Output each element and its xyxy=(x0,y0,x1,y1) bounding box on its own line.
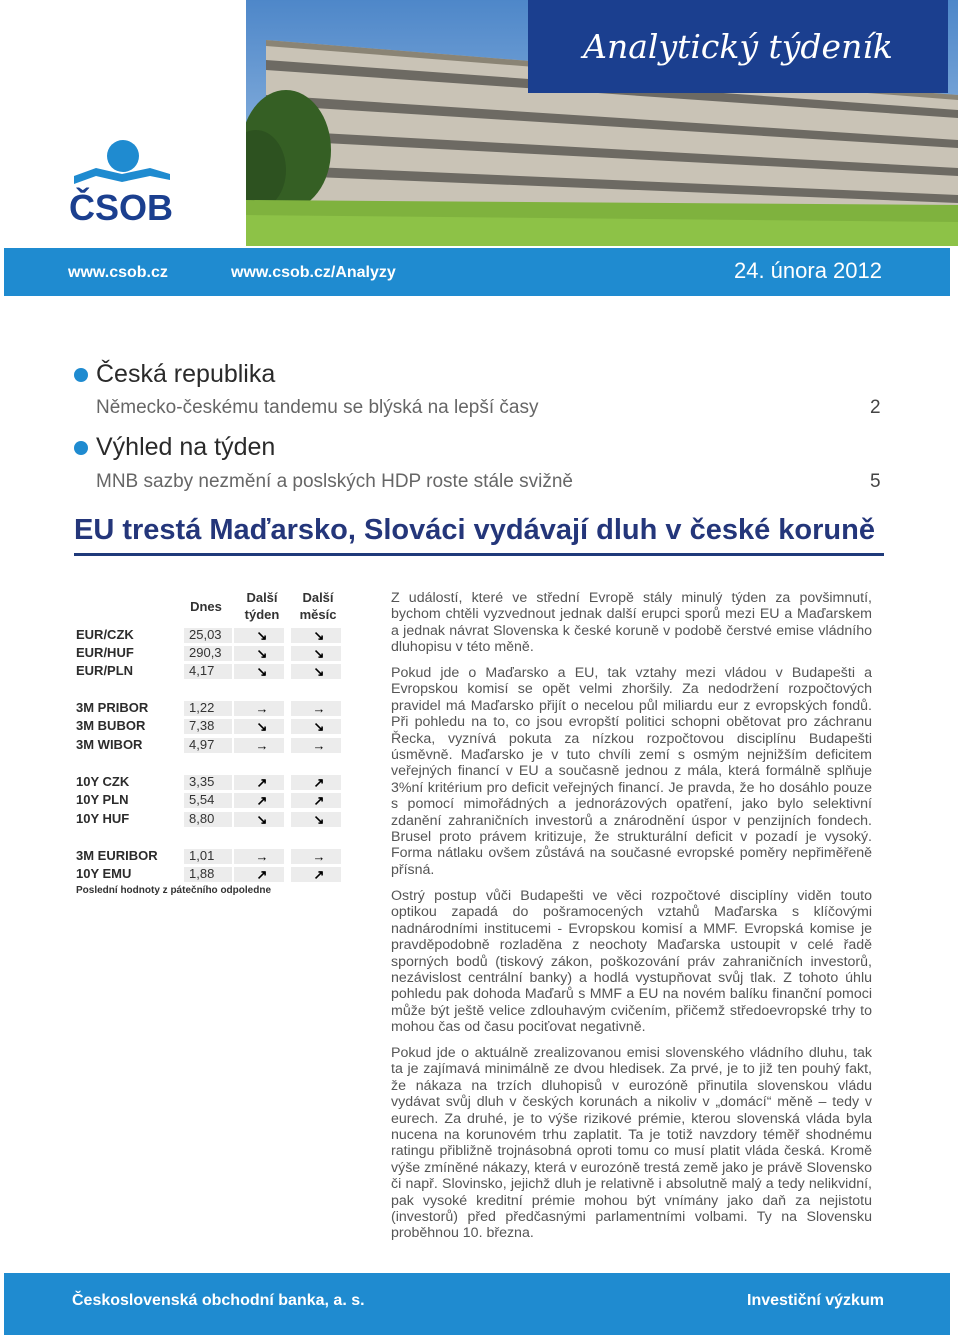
arrow-right-icon: → xyxy=(312,849,326,864)
arrow-down-right-icon: ↘ xyxy=(256,719,268,734)
table-row-label: 3M PRIBOR xyxy=(76,700,149,715)
bullet-icon xyxy=(74,441,88,455)
paragraph-4: Pokud jde o aktuálně zrealizovanou emisi slovenského vládního dluhu, tak ta je zajímavá minimálně ze dvou hledisek. Za prvé, je to již ten pouhý fakt, že nákaza na trzích dluhopisů v eurozóně přinutila slovenskou vládu vydávat svůj dluh v českých korunách a nikoliv v „domácí“ měně – tedy v eurech. Za druhé, je to výše rizikové prémie, kterou slovenská vláda byla nucena na korunovém trhu zaplatit. Ta je totiž navzdory téměř shodnému ratingu přibližně trojnásobná oproti tomu co musí platit vláda česká. Kromě výše zmíněné nákazy, která v eurozóně trestá země jako je právě Slovensko či např. Slovinsko, jejichž dluh je relativně i absolutně malý a tedy nelikvidní, pak vysoké kreditní prémie mohou být vnímány jako daň za nejistotu (investorů) před předčasnými parlamentními volbami. Ty na Slovensku proběhnou 10. března. xyxy=(391,1045,872,1242)
table-row-label: 3M BUBOR xyxy=(76,718,146,733)
table-row-label: EUR/PLN xyxy=(76,663,134,678)
csob-logo[interactable] xyxy=(66,138,176,224)
col-header-week: Další týden xyxy=(244,590,280,622)
toc-heading-1[interactable]: Česká republika xyxy=(96,360,276,388)
table-row-value: 1,22 xyxy=(189,700,215,715)
arrow-up-right-icon: ↗ xyxy=(313,793,325,808)
table-row-label: EUR/CZK xyxy=(76,627,134,642)
arrow-right-icon: → xyxy=(255,849,269,864)
toc-page-1: 2 xyxy=(870,397,881,418)
arrow-down-right-icon: ↘ xyxy=(313,812,325,827)
toc-subtitle-2[interactable]: MNB sazby nezmění a poslských HDP roste stále svižně xyxy=(96,471,573,492)
table-row-label: EUR/HUF xyxy=(76,645,134,660)
arrow-up-right-icon: ↗ xyxy=(256,793,268,808)
table-row-label: 3M EURIBOR xyxy=(76,848,158,863)
main-headline: EU trestá Maďarsko, Slováci vydávají dluh v české koruně xyxy=(74,514,875,546)
table-row-value: 1,88 xyxy=(189,866,215,881)
arrow-down-right-icon: ↘ xyxy=(313,664,325,679)
arrow-down-right-icon: ↘ xyxy=(256,646,268,661)
toc-heading-2[interactable]: Výhled na týden xyxy=(96,433,276,461)
paragraph-1: Z událostí, které ve střední Evropě stály minulý týden za povšimnutí, bychom chtěli vyzvednout jednak další erupci sporů mezi EU a Maďarskem a jednak návrat Slovenska k české koruně v podobě čerstvé emise vládního dluhopisu v této měně. xyxy=(391,590,872,656)
col-header-month: Další měsíc xyxy=(299,590,337,622)
arrow-up-right-icon: ↗ xyxy=(313,867,325,882)
arrow-down-right-icon: ↘ xyxy=(313,719,325,734)
toc-subtitle-1[interactable]: Německo-českému tandemu se blýská na lepší časy xyxy=(96,397,539,418)
table-row-value: 290,3 xyxy=(189,645,222,660)
link-analyzy[interactable]: www.csob.cz/Analyzy xyxy=(231,264,396,281)
publication-title: Analytický týdeník xyxy=(528,0,948,93)
table-row-value: 4,17 xyxy=(189,663,215,678)
paragraph-3: Ostrý postup vůči Budapešti ve věci rozpočtové disciplíny viděn touto optikou zapadá do pošramocených vztahů Maďarska s klíčovými nadnárodními institucemi - Evropskou komisí a MMF. Evropská komise je pravděpodobně rozladěna z neochoty Maďarska ustoupit v celé řadě sporných bodů (tiskový zákon, poškozování práv zahraničních investorů, nezávislost centrální banky) a hodlá vystupňovat svůj tlak. Z tohoto úhlu pohledu pak dohoda Maďarů s MMF a EU na novém balíku finanční pomoci může být ještě velice zdlouhavým cvičením, přičemž středoevropské trhy to mohou čas od času pociťovat negativně. xyxy=(391,888,872,1036)
arrow-down-right-icon: ↘ xyxy=(313,646,325,661)
table-row-label: 3M WIBOR xyxy=(76,737,143,752)
arrow-down-right-icon: ↘ xyxy=(256,664,268,679)
issue-date: 24. února 2012 xyxy=(733,258,882,283)
paragraph-2: Pokud jde o Maďarsko a EU, tak vztahy mezi vládou v Budapešti a Evropskou komisí se opět velmi zhoršily. Za nedodržení rozpočtových pravidel má Maďarsko přijít o necelou půl miliardu eur z evropských fondů. Při pohledu na to, co jsou evropští politici schopni obětovat pro záchranu Řecka, vyznívá pokuta za nízkou rozpočtovou disciplínu Budapešti úsměvně. Maďarsko je v tuto chvíli zemí s osmým nejnižším deficitem veřejných financí v EU a současně jednou z mála, která formálně splňuje 3%ní kritérium pro deficit veřejných financí. Je pravda, že ho dosáhlo pouze s pomocí mimořádných a jednorázových opatření, jako bylo selektivní zdanění zahraničních investorů a znárodnění úspor v penzijních fondech. Brusel proto právem kritizuje, že strukturální deficit v pozadí je vysoký. Forma nátlaku ovšem zůstává na současné evropské poměry nepřiměřeně přísná. xyxy=(391,665,872,878)
table-row-value: 8,80 xyxy=(189,811,215,826)
arrow-up-right-icon: ↗ xyxy=(256,775,268,790)
arrow-down-right-icon: ↘ xyxy=(256,628,268,643)
toc-page-2: 5 xyxy=(870,471,881,492)
table-row-value: 1,01 xyxy=(189,848,215,863)
footer-bank-name: Československá obchodní banka, a. s. xyxy=(72,1292,365,1309)
link-csob[interactable]: www.csob.cz xyxy=(68,264,168,281)
arrow-down-right-icon: ↘ xyxy=(313,628,325,643)
table-row-value: 3,35 xyxy=(189,774,215,789)
svg-text:ČSOB: ČSOB xyxy=(68,187,174,224)
table-row-label: 10Y EMU xyxy=(76,866,132,881)
table-row-value: 7,38 xyxy=(189,718,215,733)
table-row-label: 10Y CZK xyxy=(76,774,130,789)
bullet-icon xyxy=(74,368,88,382)
arrow-right-icon: → xyxy=(312,701,326,716)
arrow-up-right-icon: ↗ xyxy=(313,775,325,790)
arrow-down-right-icon: ↘ xyxy=(256,812,268,827)
table-row-value: 25,03 xyxy=(189,627,222,642)
arrow-right-icon: → xyxy=(255,701,269,716)
table-row-value: 5,54 xyxy=(189,792,215,807)
arrow-right-icon: → xyxy=(255,738,269,753)
arrow-up-right-icon: ↗ xyxy=(256,867,268,882)
arrow-right-icon: → xyxy=(312,738,326,753)
table-row-value: 4,97 xyxy=(189,737,215,752)
table-row-label: 10Y PLN xyxy=(76,792,129,807)
table-footnote: Poslední hodnoty z pátečního odpoledne xyxy=(76,885,271,896)
footer-department: Investiční výzkum xyxy=(747,1292,884,1309)
table-row-label: 10Y HUF xyxy=(76,811,130,826)
headline-rule xyxy=(74,553,884,556)
col-header-today: Dnes xyxy=(190,599,222,614)
